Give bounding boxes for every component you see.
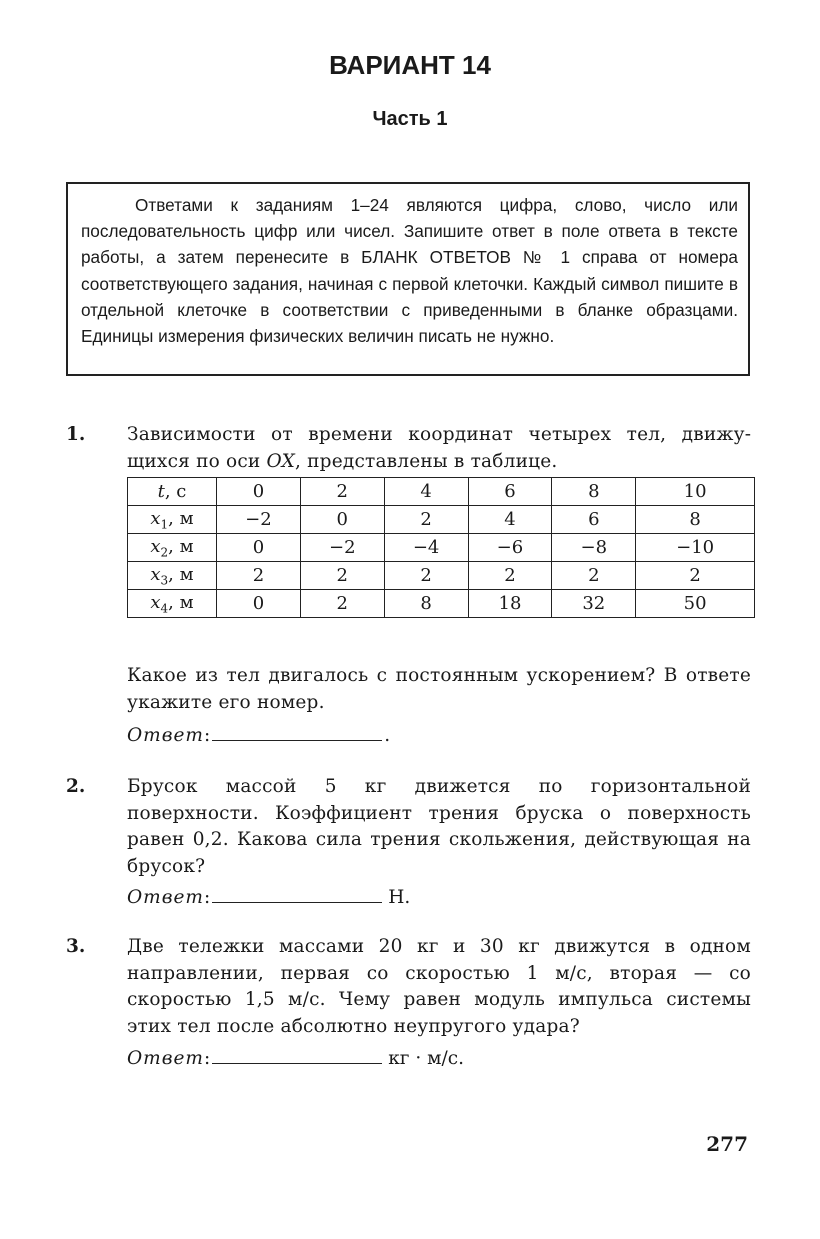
part-title: Часть 1 [372, 108, 448, 130]
table-cell: 0 [217, 590, 301, 618]
variable: t [157, 481, 165, 502]
variable: x [150, 507, 161, 529]
unit: , м [168, 535, 194, 557]
task-3-number: 3. [66, 936, 86, 957]
answer-suffix: . [384, 725, 391, 746]
variable: x [150, 591, 161, 613]
table-cell: −6 [468, 534, 552, 562]
table-row [128, 590, 755, 618]
task-1-question: Какое из тел двигалось с постоянным ускорением? В ответе укажите его номер. [127, 665, 751, 713]
table-cell: 50 [636, 590, 755, 618]
table-cell: 10 [636, 478, 755, 506]
table-cell: −8 [552, 534, 636, 562]
task-2-number: 2. [66, 776, 86, 797]
page-number: 277 [706, 1132, 748, 1156]
page-title: ВАРИАНТ 14 [329, 50, 491, 80]
table-cell: 2 [300, 478, 384, 506]
answer-suffix: Н. [388, 887, 411, 908]
row-header [128, 590, 217, 618]
variable-subscript: 4 [160, 601, 169, 616]
table-cell: 2 [217, 562, 301, 590]
table-cell: 2 [300, 562, 384, 590]
variable: x [150, 535, 161, 557]
answer-label: Ответ [127, 1048, 204, 1069]
instructions-box: Ответами к заданиям 1–24 являются цифра, слово, число или последовательность цифр или чисел. Запишите ответ в поле ответа в тексте работы, а затем перенесите в БЛАНК ОТВЕТОВ № 1 справа от номера соответствующего задания, начиная с первой клеточки. Каждый символ пишите в отдельной клеточке в соответствии с приведенными в бланке образцами. Единицы измерения физических величин писать не нужно. [66, 182, 750, 376]
table-cell: 8 [552, 478, 636, 506]
table-cell: 2 [636, 562, 755, 590]
task-2-answer: Ответ: Н. [127, 884, 410, 908]
task-2-text: Брусок массой 5 кг движется по горизонтальной поверхности. Коэффициент трения бруска о поверхность равен 0,2. Какова сила трения скольжения, действующая на брусок? [127, 776, 751, 877]
unit: , м [168, 507, 194, 529]
variable-subscript: 1 [160, 517, 169, 532]
unit: , с [164, 481, 187, 502]
table-cell: −4 [384, 534, 468, 562]
task-1-number: 1. [66, 424, 86, 445]
table-cell: 0 [300, 506, 384, 534]
task-1-answer: Ответ: . [127, 722, 390, 746]
table-cell: 2 [552, 562, 636, 590]
answer-field[interactable] [212, 1045, 382, 1064]
table-cell: 32 [552, 590, 636, 618]
table-cell: −10 [636, 534, 755, 562]
answer-label: Ответ [127, 887, 204, 908]
row-header [128, 506, 217, 534]
answer-field[interactable] [212, 722, 382, 741]
variable-subscript: 3 [160, 573, 169, 588]
table-cell: 2 [468, 562, 552, 590]
unit: , м [168, 563, 194, 585]
coordinates-table [127, 477, 755, 618]
unit: , м [168, 591, 194, 613]
answer-label: Ответ [127, 725, 204, 746]
table-cell: 2 [384, 506, 468, 534]
table-row [128, 506, 755, 534]
table-cell: 6 [468, 478, 552, 506]
variable-subscript: 2 [160, 545, 169, 560]
table-cell: 18 [468, 590, 552, 618]
table-cell: 2 [384, 562, 468, 590]
row-header [128, 534, 217, 562]
table-cell: 0 [217, 478, 301, 506]
table-cell: 8 [636, 506, 755, 534]
table-cell: −2 [300, 534, 384, 562]
answer-suffix: кг · м/с. [388, 1048, 464, 1069]
answer-field[interactable] [212, 884, 382, 903]
task-1-intro: Зависимости от времени координат четырех тел, движущихся по оси OX, представлены в таблице. [127, 424, 751, 472]
task-3-text: Две тележки массами 20 кг и 30 кг движутся в одном направлении, первая со скоростью 1 м/с, вторая — со скоростью 1,5 м/с. Чему равен модуль импульса системы этих тел после абсолютно неупругого удара? [127, 936, 751, 1037]
table-cell: 4 [384, 478, 468, 506]
table-cell: 8 [384, 590, 468, 618]
table-cell: 6 [552, 506, 636, 534]
table-cell: −2 [217, 506, 301, 534]
row-header [128, 478, 217, 506]
table-row [128, 562, 755, 590]
task-3-answer: Ответ: кг · м/с. [127, 1045, 464, 1069]
table-row [128, 478, 755, 506]
table-row [128, 534, 755, 562]
row-header [128, 562, 217, 590]
variable: x [150, 563, 161, 585]
table-cell: 0 [217, 534, 301, 562]
table-cell: 2 [300, 590, 384, 618]
table-cell: 4 [468, 506, 552, 534]
